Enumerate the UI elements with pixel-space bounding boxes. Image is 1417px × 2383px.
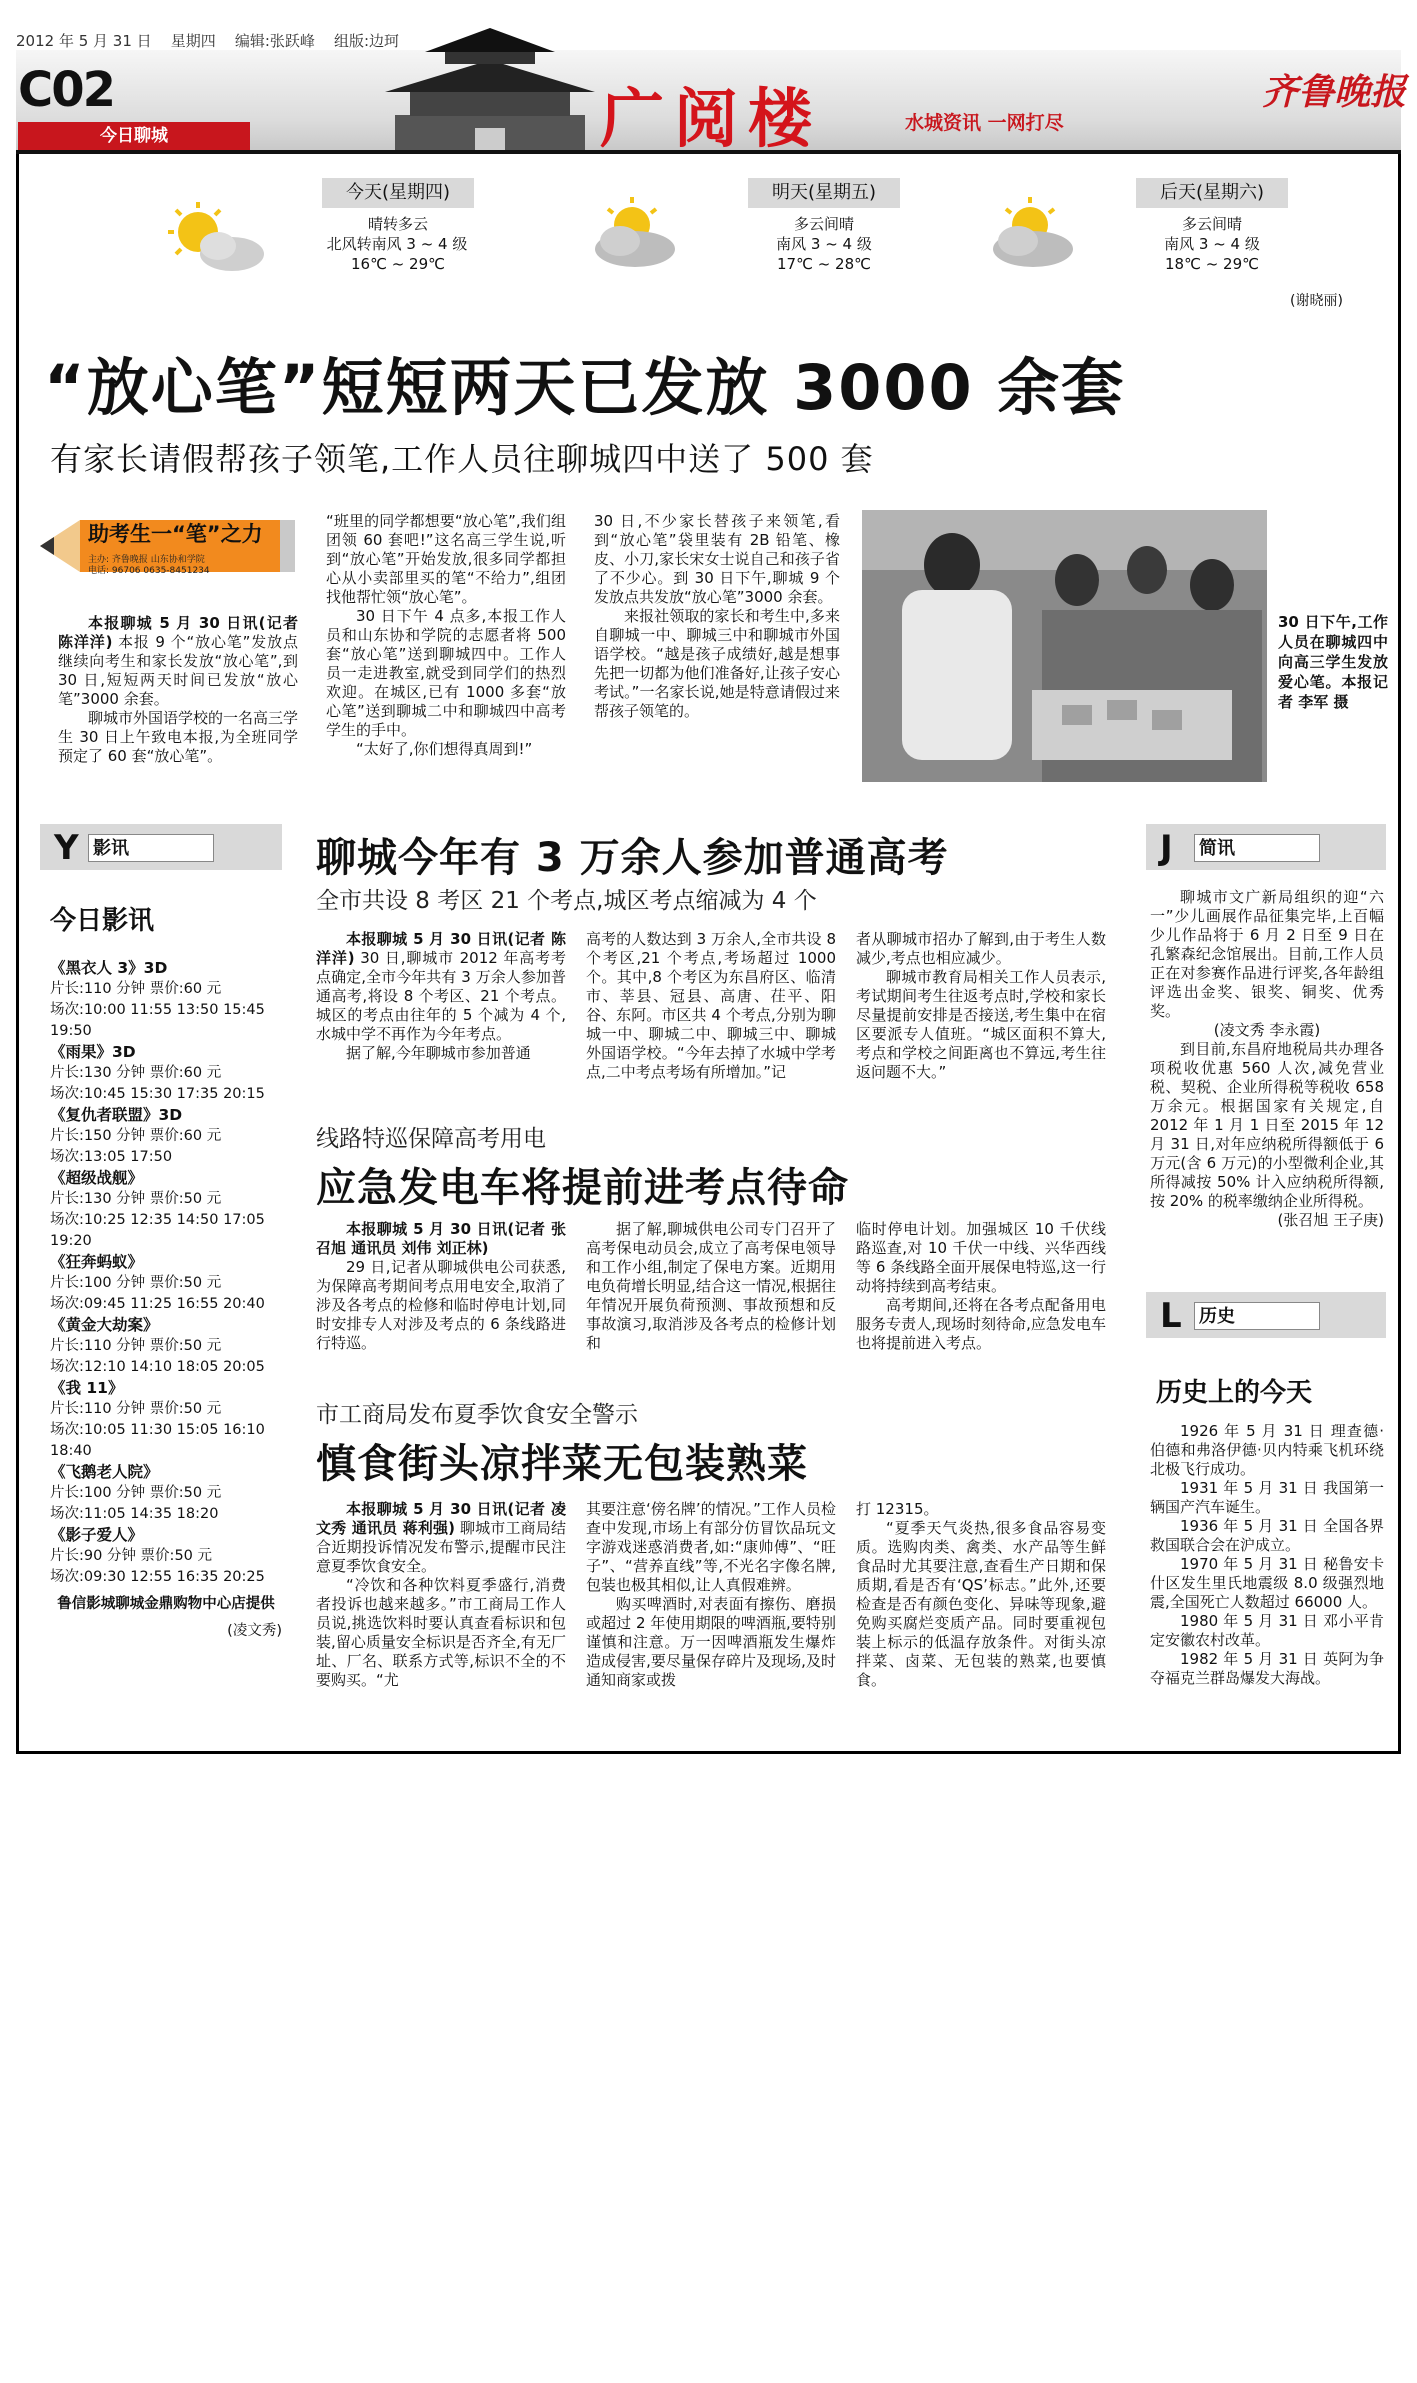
list-item: 《我 11》 片长:110 分钟 票价:50 元 场次:10:05 11:30 15:05 16:10 18:40 [50,1379,265,1459]
column-title: 广阅楼 [600,82,822,157]
film-tab-name: 影讯 [88,834,214,862]
food-column-1: 本报聊城 5 月 30 日讯(记者 凌文秀 通讯员 蒋利强) 聊城市工商局结合近期投诉情况发布警示,提醒市民注意夏季饮食安全。 “冷饮和各种饮料夏季盛行,消费者投诉也越来越多。”市工商局工作人员说,挑选饮料时要认真查看标识和包装,留心质量安全标识是否齐全,有无厂址、厂名、联系方式等,标识不全的不要购买。“尤 [316,1500,566,1689]
lead-byline: 本报聊城 5 月 30 日讯(记者 陈洋洋) [58,614,298,651]
weather-day-1 [322,178,474,274]
brief-text: 聊城市文广新局组织的迎“六一”少儿画展作品征集完毕,上百幅少儿作品将于 6 月 2 日至 9 日在孔繁森纪念馆展出。目前,工作人员正在对参赛作品进行评奖,各年龄组评选出金奖、银奖、铜奖、优秀奖。 (凌文秀 李永霞) 到目前,东昌府地税局共办理各项税收优惠 560 人次,减免营业税、契税、企业所得税等税收 658 万余元。根据国家有关规定,自 2012 年 1 月 1 日至 2015 年 12 月 31 日,对年应纳税所得额低于 6 万元(含 6 万元)的小型微利企业,其所得减按 50% 计入应纳税所得额,按 20% 的税率缴纳企业所得税。 (张召旭 王子庚) [1150,888,1384,1229]
food-byline: 本报聊城 5 月 30 日讯(记者 凌文秀 通讯员 蒋利强) [316,1500,566,1537]
weather-condition: 多云间晴 [793,215,854,233]
weather-condition: 多云间晴 [1181,215,1242,233]
brief-credit-2: (张召旭 王子庚) [1277,1211,1384,1229]
brief-credit-1: (凌文秀 李永霞) [1213,1021,1321,1039]
exam-column-3: 者从聊城市招办了解到,由于考生人数减少,考点也相应减少。 聊城市教育局相关工作人员表示,考试期间考生往返考点时,学校和家长尽量提前安排是否接送,考生集中在宿区要派专人值班。“城区面积不算大,考点和学校之间距离也不算远,考生往返问题不大。” [856,930,1106,1081]
food-column-3: 打 12315。 “夏季天气炎热,很多食品容易变质。选购肉类、禽类、水产品等生鲜食品时尤其要注意,查看生产日期和保质期,看是否有‘QS’标志。”此外,还要检查是否有颜色变化、异味等现象,避免购买腐烂变质产品。同时要重视包装上标示的低温存放条件。对街头凉拌菜、卤菜、无包装的熟菜,也要慎食。 [856,1500,1106,1689]
food-column-2: 其要注意‘傍名牌’的情况。”工作人员检查中发现,市场上有部分仿冒饮品玩文字游戏迷惑消费者,如:“康帅傅”、“旺子”、“营养直线”等,不光名字像名牌,包装也极其相似,让人真假难辨。 购买啤酒时,对表面有擦伤、磨损或超过 2 年使用期限的啤酒瓶,要特别谨慎和注意。万一因啤酒瓶发生爆炸造成侵害,要尽量保存碎片及现场,及时通知商家或拨 [586,1500,836,1689]
history-tab-letter: L [1160,1296,1182,1336]
list-item: 《复仇者联盟》3D 片长:150 分钟 票价:60 元 场次:13:05 17:50 [50,1106,222,1165]
lead-column-2: “班里的同学都想要“放心笔”,我们组团领 60 套吧!”这名高三学生说,听到“放心笔”开始发放,很多同学都担心从小卖部里买的笔“不给力”,组团找他帮忙领“放心笔”。 30 日下午 4 点多,本报工作人员和山东协和学院的志愿者将 500 套“放心笔”送到聊城四中。工作人员一走进教室,就受到同学们的热烈欢迎。在城区,已有 1000 多套“放心笔”送到聊城二中和聊城四中高考学生的手中。 “太好了,你们想得真周到!” [326,512,566,758]
weather-day-label: 明天(星期五) [748,178,900,208]
brief-tab-letter: J [1160,828,1173,868]
weather-day-3 [1136,178,1288,274]
issue-layout: 组版:边珂 [333,32,400,50]
food-kicker: 市工商局发布夏季饮食安全警示 [316,1402,638,1428]
list-item: 《狂奔蚂蚁》 片长:100 分钟 票价:50 元 场次:09:45 11:25 16:55 20:40 [50,1253,265,1312]
list-item: 《雨果》3D 片长:130 分钟 票价:60 元 场次:10:45 15:30 17:35 20:15 [50,1043,265,1102]
film-credit: (凌文秀) [227,1623,282,1639]
drum-tower-illustration [375,20,605,150]
weather-day-label: 今天(星期四) [322,178,474,208]
exam-headline: 聊城今年有 3 万余人参加普通高考 [316,835,949,881]
pencil-badge-sponsor: 主办: 齐鲁晚报 山东协和学院 [88,555,205,565]
column-slogan: 水城资讯 一网打尽 [905,112,1064,134]
history-tab [1146,1292,1386,1338]
weather-icon-cloudy-sunny [978,195,1088,275]
newspaper-logo: 齐鲁晚报 [1262,71,1407,113]
issue-meta [16,30,399,51]
film-provider: 鲁信影城聊城金鼎购物中心店提供 [57,1596,275,1612]
brief-tab [1146,824,1386,870]
weather-icon-sunny-cloudy [160,200,270,280]
weather-temp: 16℃ ~ 29℃ [351,255,445,273]
film-list [50,958,282,1642]
weather-day-label: 后天(星期六) [1136,178,1288,208]
history-heading: 历史上的今天 [1156,1378,1313,1408]
film-tab [40,824,282,870]
history-list [1150,1422,1384,1688]
weather-day-2 [748,178,900,274]
power-column-2: 据了解,聊城供电公司专门召开了高考保电动员会,成立了高考保电领导和工作小组,制定了保电方案。近期用电负荷增长明显,结合这一情况,根据往年情况开展负荷预测、事故预想和反事故演习,取消涉及各考点的检修计划和 [586,1220,836,1352]
section-label: 今日聊城 [18,122,250,150]
list-item: 1931 年 5 月 31 日 我国第一辆国产汽车诞生。 [1150,1479,1384,1516]
issue-date: 2012 年 5 月 31 日 [16,32,152,50]
issue-editor: 编辑:张跃峰 [234,32,315,50]
history-tab-name: 历史 [1194,1302,1320,1330]
power-column-1: 本报聊城 5 月 30 日讯(记者 张召旭 通讯员 刘伟 刘正林) 29 日,记者从聊城供电公司获悉,为保障高考期间考点用电安全,取消了涉及各考点的检修和临时停电计划,同时安排专人对涉及考点的 6 条线路进行特巡。 [316,1220,566,1352]
list-item: 《黑衣人 3》3D 片长:110 分钟 票价:60 元 场次:10:00 11:55 13:50 15:45 19:50 [50,959,265,1039]
lead-subheadline: 有家长请假帮孩子领笔,工作人员往聊城四中送了 500 套 [50,440,874,478]
pencil-badge-phone: 电话: 96706 0635-8451234 [88,566,210,576]
list-item: 《超级战舰》 片长:130 分钟 票价:50 元 场次:10:25 12:35 14:50 17:05 19:20 [50,1169,265,1249]
pencil-badge-title: 助考生一“笔”之力 [88,522,263,546]
power-kicker: 线路特巡保障高考用电 [316,1126,546,1152]
power-column-3: 临时停电计划。加强城区 10 千伏线路巡查,对 10 千伏一中线、兴华西线等 6 条线路全面开展保电特巡,这一行动将持续到高考结束。 高考期间,还将在各考点配备用电服务专责人,现场时刻待命,应急发电车也将提前进入考点。 [856,1220,1106,1352]
list-item: 《飞鹅老人院》 片长:100 分钟 票价:50 元 场次:11:05 14:35 18:20 [50,1463,222,1522]
brief-tab-name: 简讯 [1194,834,1320,862]
weather-temp: 18℃ ~ 29℃ [1165,255,1259,273]
lead-column-3: 30 日,不少家长替孩子来领笔,看到“放心笔”袋里装有 2B 铅笔、橡皮、小刀,家长宋女士说自己和孩子省了不少心。到 30 日下午,聊城 9 个发放点共发放“放心笔”3000 余套。 来报社领取的家长和考生中,多来自聊城一中、聊城三中和聊城市外国语学校。“越是孩子成绩好,越是想事先把一切都为他们准备好,让孩子安心考试。”一名家长说,她是特意请假过来帮孩子领笔的。 [594,512,840,720]
list-item: 1936 年 5 月 31 日 全国各界救国联合会在沪成立。 [1150,1517,1384,1554]
list-item: 1970 年 5 月 31 日 秘鲁安卡什区发生里氏地震级 8.0 级强烈地震,全国死亡人数超过 66000 人。 [1150,1555,1384,1611]
lead-column-1: 本报聊城 5 月 30 日讯(记者 陈洋洋) 本报 9 个“放心笔”发放点继续向考生和家长发放“放心笔”,到 30 日,短短两天时间已发放“放心笔”3000 余套。 聊城市外国语学校的一名高三学生 30 日上午致电本报,为全班同学预定了 60 套“放心笔”。 [58,614,299,765]
list-item: 1980 年 5 月 31 日 邓小平肯定安徽农村改革。 [1150,1612,1384,1649]
weather-icon-cloudy-sunny [580,195,690,275]
exam-byline: 本报聊城 5 月 30 日讯(记者 陈洋洋) [316,930,566,967]
film-heading: 今日影讯 [50,906,155,936]
page-code: C02 [18,62,115,118]
film-tab-letter: Y [54,828,79,868]
weather-wind: 南风 3 ~ 4 级 [1164,235,1260,253]
power-headline: 应急发电车将提前进考点待命 [316,1165,849,1211]
list-item: 《黄金大劫案》 片长:110 分钟 票价:50 元 场次:12:10 14:10 18:05 20:05 [50,1316,265,1375]
list-item: 《影子爱人》 片长:90 分钟 票价:50 元 场次:09:30 12:55 16:35 20:25 [50,1526,265,1585]
food-headline: 慎食街头凉拌菜无包装熟菜 [316,1441,808,1487]
weather-condition: 晴转多云 [367,215,428,233]
issue-weekday: 星期四 [170,32,216,50]
news-photo [862,510,1267,782]
weather-wind: 南风 3 ~ 4 级 [776,235,872,253]
list-item: 1926 年 5 月 31 日 理查德·伯德和弗洛伊德·贝内特乘飞机环绕北极飞行成功。 [1150,1422,1384,1478]
photo-caption: 30 日下午,工作人员在聊城四中向高三学生发放爱心笔。本报记者 李军 摄 [1278,613,1388,711]
power-byline: 本报聊城 5 月 30 日讯(记者 张召旭 通讯员 刘伟 刘正林) [316,1220,566,1257]
weather-temp: 17℃ ~ 28℃ [777,255,871,273]
exam-column-1: 本报聊城 5 月 30 日讯(记者 陈洋洋) 30 日,聊城市 2012 年高考考点确定,全市今年共有 3 万余人参加普通高考,将设 8 个考区、21 个考点。城区的考点由往年的 5 个减为 4 个,水城中学不再作为今年考点。 据了解,今年聊城市参加普通 [316,930,566,1062]
weather-wind: 北风转南风 3 ~ 4 级 [326,235,468,253]
lead-headline: “放心笔”短短两天已发放 3000 余套 [44,351,1126,424]
list-item: 1982 年 5 月 31 日 英阿为争夺福克兰群岛爆发大海战。 [1150,1650,1384,1687]
exam-subheadline: 全市共设 8 考区 21 个考点,城区考点缩减为 4 个 [316,888,817,914]
exam-column-2: 高考的人数达到 3 万余人,全市共设 8 个考区,21 个考点,考场超过 1000 个。其中,8 个考区为东昌府区、临清市、莘县、冠县、高唐、茌平、阳谷、东阿。市区共 4 个考点,分别为聊城一中、聊城二中、聊城三中、聊城外国语学校。“今年去掉了水城中学考点,二中考点考场有所增加。”记 [586,930,836,1081]
weather-credit: (谢晓丽) [1290,293,1343,309]
